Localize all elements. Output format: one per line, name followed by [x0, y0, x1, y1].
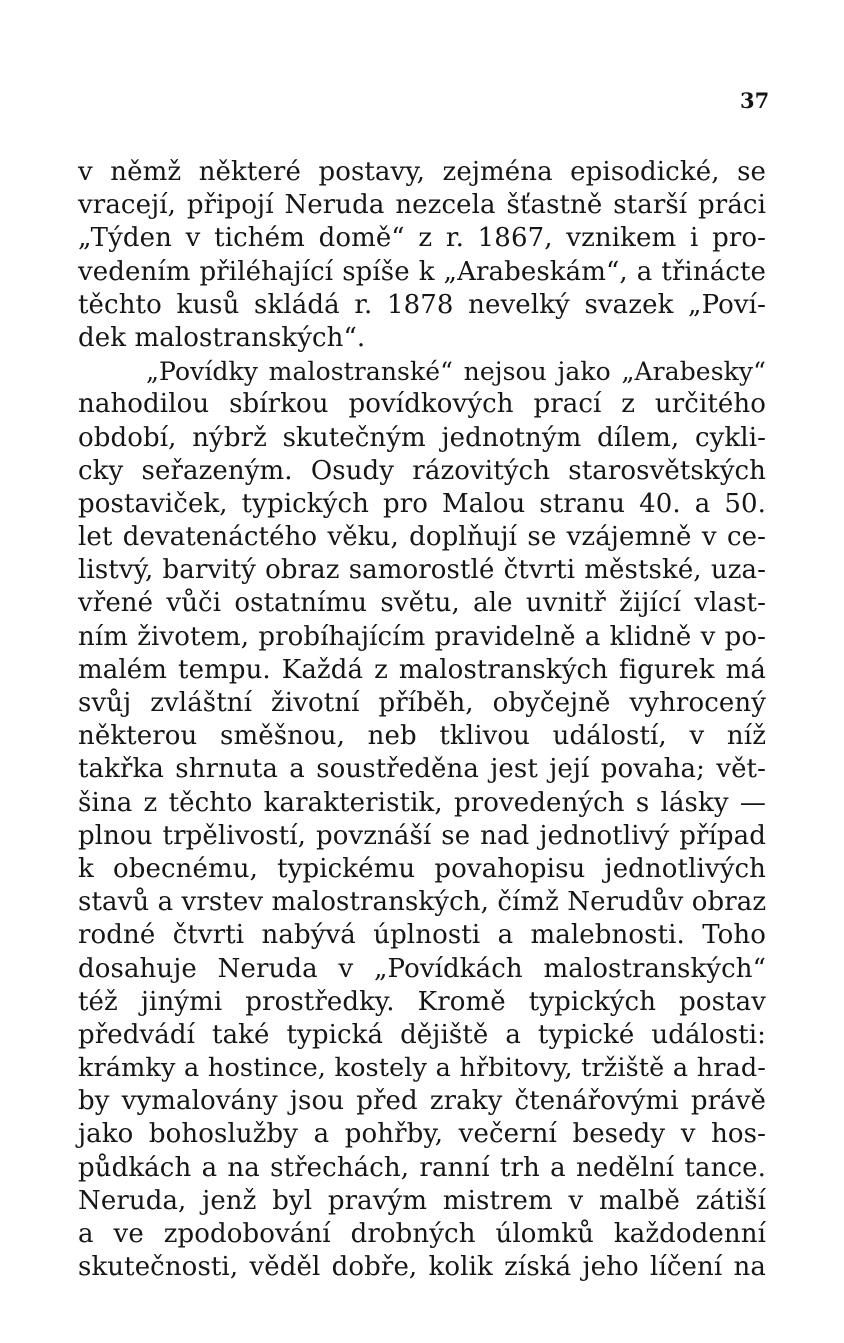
text-line: let devatenáctého věku, doplňují se vzájemně v ce-	[78, 522, 766, 553]
text-line: by vymalovány jsou před zraky čtenářovými právě	[78, 1086, 766, 1117]
text-line: ním životem, probíhajícím pravidelně a klidně v po-	[78, 621, 766, 652]
text-line: některou směšnou, neb tklivou událostí, v níž	[78, 721, 766, 752]
text-line: předvádí také typická dějiště a typické události:	[78, 1019, 766, 1050]
page-number: 37	[740, 88, 770, 113]
text-line: takřka shrnuta a soustředěna jest její povaha; vět-	[78, 754, 766, 785]
text-line: malém tempu. Každá z malostranských figurek má	[78, 654, 766, 685]
text-line: půdkách a na střechách, ranní trh a nedělní tance.	[78, 1152, 766, 1183]
text-line: jako bohoslužby a pohřby, večerní besedy v hos-	[78, 1119, 766, 1150]
text-line: těchto kusů skládá r. 1878 nevelký svazek „Poví-	[78, 289, 766, 320]
text-line: stavů a vrstev malostranských, čímž Nerudův obraz	[78, 887, 767, 918]
paragraph-end-line: dek malostranských“.	[78, 322, 366, 353]
text-line: vracejí, připojí Neruda nezcela šťastně starší práci	[78, 190, 766, 221]
text-line: skutečnosti, věděl dobře, kolik získá jeho líčení na	[78, 1252, 766, 1283]
text-line: cky seřazeným. Osudy rázovitých starosvětských	[78, 455, 766, 486]
text-line: rodné čtvrti nabývá úplnosti a malebnosti. Toho	[78, 920, 766, 951]
text-line: v němž některé postavy, zejména episodické, se	[78, 157, 766, 187]
paragraph-first-line: „Povídky malostranské“ nejsou jako „Arabesky“	[146, 357, 766, 387]
text-line: krámky a hostince, kostely a hřbitovy, tržiště a hrad-	[78, 1053, 766, 1084]
text-line: listvý, barvitý obraz samorostlé čtvrti městské, uza-	[78, 555, 766, 586]
text-line: „Týden v tichém domě“ z r. 1867, vznikem i pro-	[78, 223, 766, 254]
text-line: postaviček, typických pro Malou stranu 40. a 50.	[78, 488, 766, 519]
text-line: vřené vůči ostatnímu světu, ale uvnitř žijící vlast-	[78, 588, 766, 619]
text-line: dosahuje Neruda v „Povídkách malostranských“	[78, 953, 766, 984]
text-line: plnou trpělivostí, povznáší se nad jednotlivý případ	[78, 820, 766, 851]
text-line: vedením přiléhající spíše k „Arabeskám“, a třinácte	[78, 256, 766, 287]
text-line: a ve zpodobování drobných úlomků každodenní	[78, 1219, 766, 1249]
body-text	[78, 156, 766, 1284]
text-line: k obecnému, typickému povahopisu jednotlivých	[78, 853, 766, 884]
text-line: období, nýbrž skutečným jednotným dílem, cykli-	[78, 422, 766, 453]
text-line: nahodilou sbírkou povídkových prací z určitého	[78, 389, 766, 420]
text-line: Neruda, jenž byl pravým mistrem v malbě zátiší	[78, 1185, 766, 1216]
text-line: též jinými prostředky. Kromě typických postav	[78, 986, 766, 1017]
text-line: svůj zvláštní životní příběh, obyčejně vyhrocený	[78, 688, 766, 718]
text-line: šina z těchto karakteristik, provedených s lásky —	[78, 787, 766, 818]
